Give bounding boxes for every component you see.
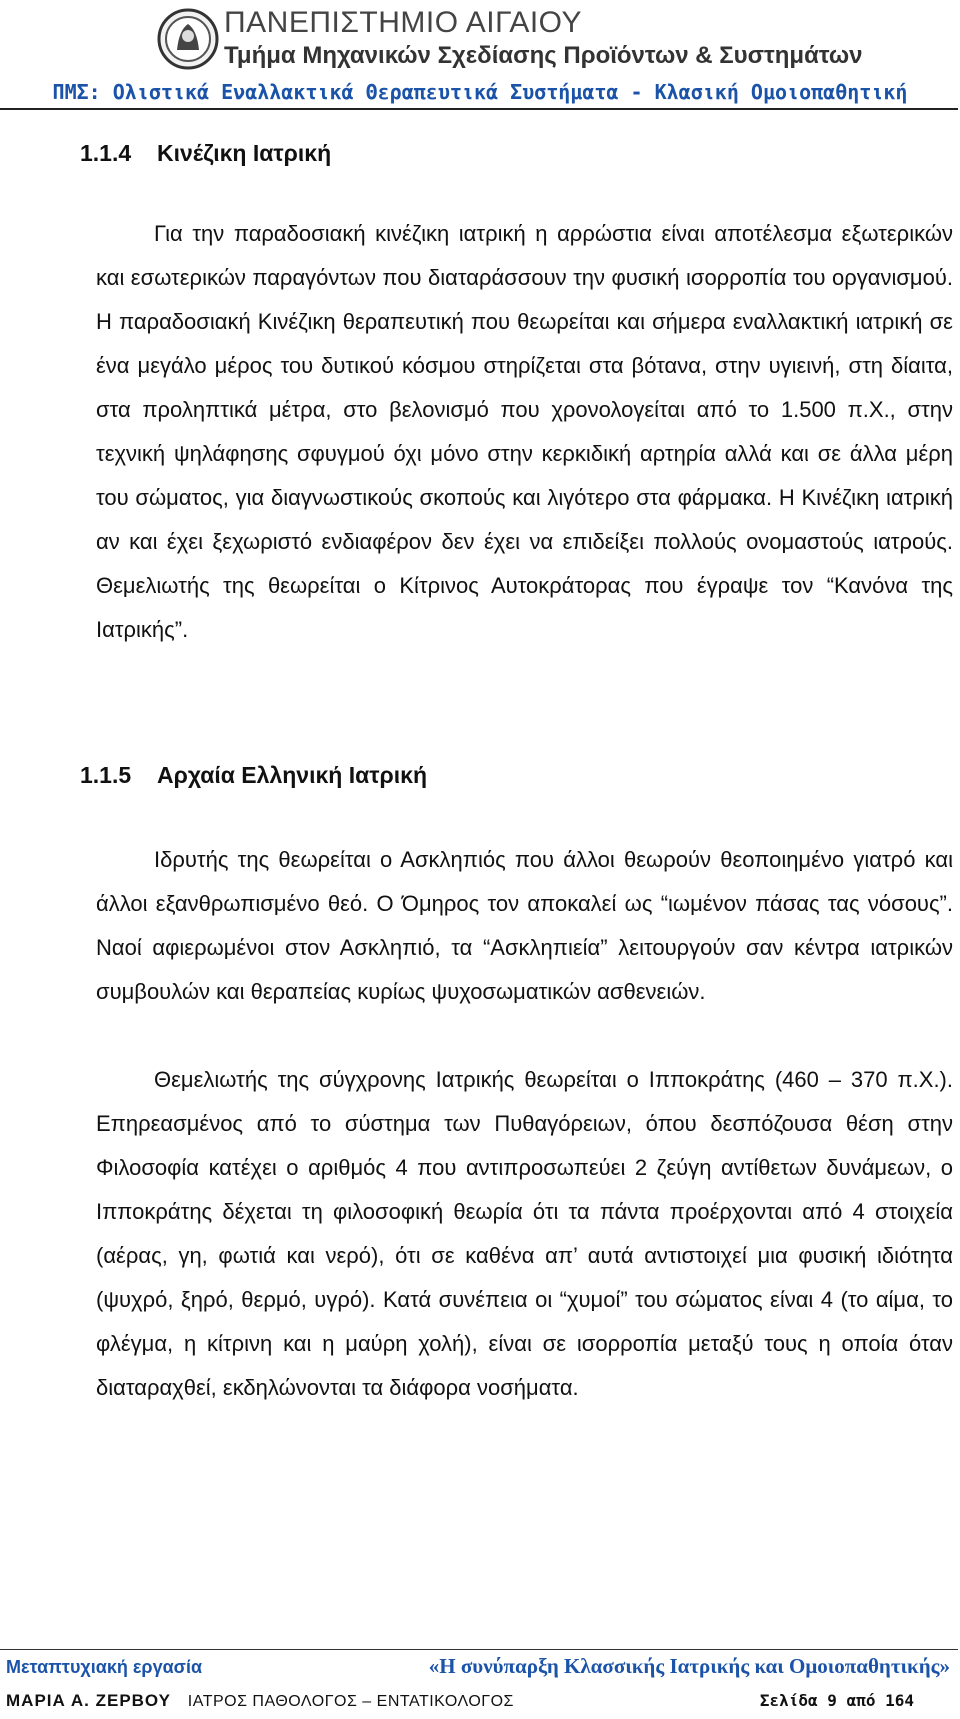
page-header	[0, 0, 960, 112]
section-heading-ancient-greek-medicine	[80, 762, 427, 789]
section-heading-chinese-medicine	[80, 140, 331, 167]
footer-divider	[0, 1649, 958, 1650]
university-seal-icon	[157, 8, 219, 70]
header-divider	[0, 108, 958, 110]
program-title: ΠΜΣ: Ολιστικά Εναλλακτικά Θεραπευτικά Συστήματα - Κλασική Ομοιοπαθητική	[52, 80, 908, 104]
footer-label: Μεταπτυχιακή εργασία	[6, 1657, 203, 1677]
section-title: Αρχαία Ελληνική Ιατρική	[157, 762, 428, 788]
section-number: 1.1.5	[80, 762, 132, 788]
paragraph-asclepius: Ιδρυτής της θεωρείται ο Ασκληπιός που άλλοι θεωρούν θεοποιημένο γιατρό και άλλοι εξανθρωπισμένο θεό. Ο Όμηρος τον αποκαλεί ως “ιωμένον πάσας τας νόσους”. Ναοί αφιερωμένοι στον Ασκληπιό, τα “Ασκληπιεία” λειτουργούν σαν κέντρα ιατρικών συμβουλών και θεραπείας κυρίως ψυχοσωματικών ασθενειών.	[96, 847, 953, 1004]
university-name: ΠΑΝΕΠΙΣΤΗΜΙΟ ΑΙΓΑΙΟΥ	[224, 6, 583, 39]
author-role: ΙΑΤΡΟΣ ΠΑΘΟΛΟΓΟΣ – ΕΝΤΑΤΙΚΟΛΟΓΟΣ	[187, 1693, 514, 1710]
author-name: ΜΑΡΙΑ Α. ΖΕΡΒΟΥ	[6, 1691, 172, 1710]
department-name: Τμήμα Μηχανικών Σχεδίασης Προϊόντων & Συστημάτων	[224, 42, 863, 69]
footer-thesis-title: «Η συνύπαρξη Κλασσικής Ιατρικής και Ομοιοπαθητικής»	[428, 1654, 950, 1678]
paragraph-chinese-medicine: Για την παραδοσιακή κινέζικη ιατρική η αρρώστια είναι αποτέλεσμα εξωτερικών και εσωτερικών παραγόντων που διαταράσσουν την φυσική ισορροπία του οργανισμού. Η παραδοσιακή Κινέζικη θεραπευτική που θεωρείται και σήμερα εναλλακτική ιατρική σε ένα μεγάλο μέρος του δυτικού κόσμου στηρίζεται στα βότανα, στην υγιεινή, στη δίαιτα, στα προληπτικά μέτρα, στο βελονισμό που χρονολογείται από το 1.500 π.Χ., στην τεχνική ψηλάφησης σφυγμού όχι μόνο στην κερκιδική αρτηρία αλλά και σε άλλα μέρη του σώματος, για διαγνωστικούς σκοπούς και λιγότερο στα φάρμακα. Η Κινέζικη ιατρική αν και έχει ξεχωριστό ενδιαφέρον δεν έχει να επιδείξει πολλούς ονομαστούς ιατρούς. Θεμελιωτής της θεωρείται ο Κίτρινος Αυτοκράτορας που έγραψε τον “Κανόνα της Ιατρικής”.	[96, 221, 953, 642]
paragraph-hippocrates: Θεμελιωτής της σύγχρονης Ιατρικής θεωρείται ο Ιπποκράτης (460 – 370 π.Χ.). Επηρεασμένος από το σύστημα των Πυθαγόρειων, όπου δεσπόζουσα θέση στην Φιλοσοφία κατέχει ο αριθμός 4 που αντιπροσωπεύει 2 ζεύγη αντίθετων δυνάμεων, ο Ιπποκράτης δέχεται τη φιλοσοφική θεωρία ότι τα πάντα προέρχονται από 4 στοιχεία (αέρας, γη, φωτιά και νερό), ότι σε καθένα απ’ αυτά αντιστοιχεί μια φυσική ιδιότητα (ψυχρό, ξηρό, θερμό, υγρό). Κατά συνέπεια οι “χυμοί” του σώματος είναι 4 (το αίμα, το φλέγμα, η κίτρινη και η μαύρη χολή), είναι σε ισορροπία μεταξύ τους η οποία όταν διαταραχθεί, εκδηλώνονται τα διάφορα νοσήματα.	[96, 1067, 953, 1400]
footer-author-line	[6, 1691, 954, 1711]
section-title: Κινέζικη Ιατρική	[157, 140, 332, 166]
section-number: 1.1.4	[80, 140, 132, 166]
page-number: Σελίδα 9 από 164	[759, 1691, 914, 1710]
